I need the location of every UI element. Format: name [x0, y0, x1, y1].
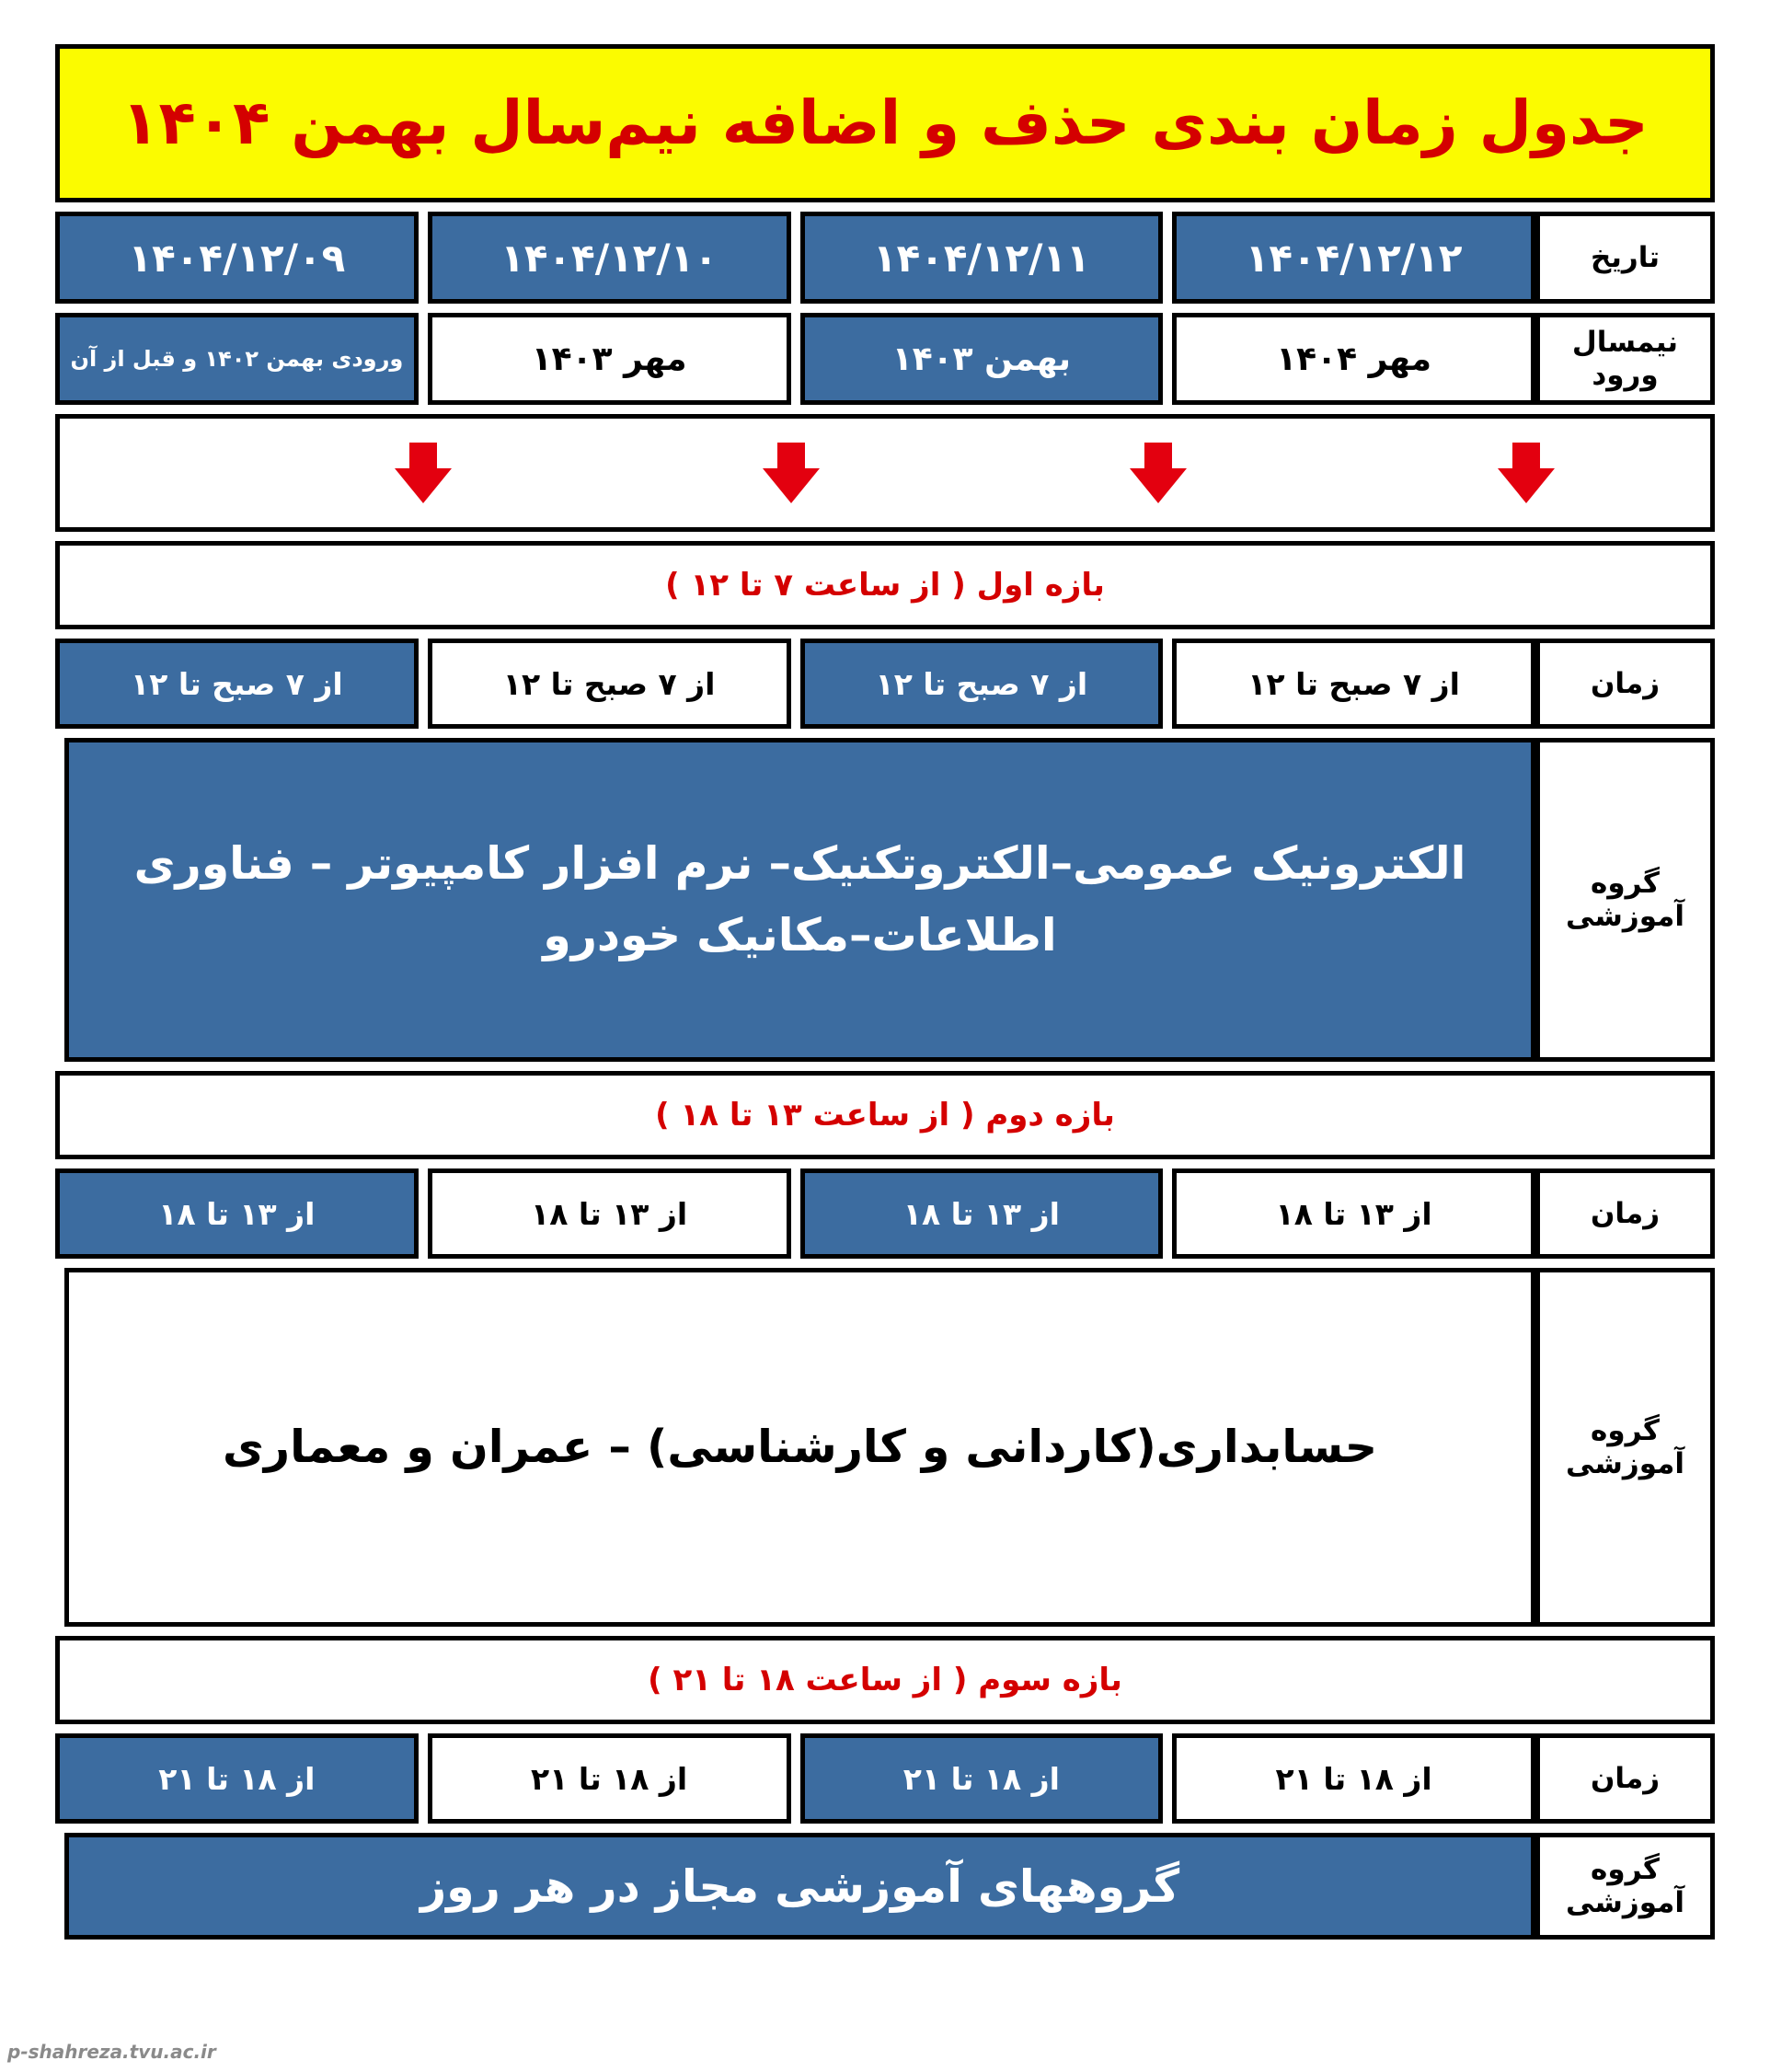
- row-label-date: تاریخ: [1535, 212, 1715, 304]
- arrow-slot-3: [607, 443, 975, 503]
- group-band3-text: گروههای آموزشی مجاز در هر روز: [64, 1833, 1535, 1940]
- row-entry-semester: [55, 313, 1715, 405]
- row-times-band3: [55, 1733, 1715, 1824]
- entry-semester-cell-3: مهر ۱۴۰۳: [428, 313, 791, 405]
- time-band2-cell-4: از ۱۳ تا ۱۸: [55, 1168, 419, 1259]
- date-cell-3: ۱۴۰۴/۱۲/۱۰: [428, 212, 791, 304]
- row-label-time-3: زمان: [1535, 1733, 1715, 1824]
- time-band3-cell-1: از ۱۸ تا ۲۱: [1172, 1733, 1535, 1824]
- group-band1-text: الکترونیک عمومی–الکتروتکنیک– نرم افزار کامپیوتر – فناوری اطلاعات–مکانیک خودرو: [64, 738, 1535, 1062]
- page-title: جدول زمان بندی حذف و اضافه نیم‌سال بهمن ۱۴۰۴: [121, 87, 1649, 159]
- time-band1-cell-1: از ۷ صبح تا ۱۲: [1172, 639, 1535, 729]
- band-title-3: [55, 1636, 1715, 1724]
- entry-semester-cell-2: بهمن ۱۴۰۳: [800, 313, 1164, 405]
- time-band3-cell-4: از ۱۸ تا ۲۱: [55, 1733, 419, 1824]
- date-cell-2: ۱۴۰۴/۱۲/۱۱: [800, 212, 1164, 304]
- row-label-group-3: گروه آموزشی: [1535, 1833, 1715, 1940]
- row-label-group-1: گروه آموزشی: [1535, 738, 1715, 1062]
- band-title-2: [55, 1071, 1715, 1159]
- down-arrow-icon: [763, 443, 820, 503]
- band-title-1: [55, 541, 1715, 629]
- entry-semester-cell-1: مهر ۱۴۰۴: [1172, 313, 1535, 405]
- row-times-band1: [55, 639, 1715, 729]
- site-watermark: p-shahreza.tvu.ac.ir: [7, 2041, 216, 2063]
- row-label-time-2: زمان: [1535, 1168, 1715, 1259]
- row-label-entry-semester: نیمسال ورود: [1535, 313, 1715, 405]
- group-band2-text: حسابداری(کاردانی و کارشناسی) – عمران و معماری: [64, 1268, 1535, 1627]
- page-title-bar: [55, 44, 1715, 202]
- arrow-slot-1: [1342, 443, 1710, 503]
- band-title-1-text: بازه اول ( از ساعت ۷ تا ۱۲ ): [665, 567, 1105, 604]
- row-arrows: [55, 414, 1715, 532]
- down-arrow-icon: [1130, 443, 1187, 503]
- row-group-band3: [55, 1833, 1715, 1940]
- time-band2-cell-2: از ۱۳ تا ۱۸: [800, 1168, 1164, 1259]
- row-times-band2: [55, 1168, 1715, 1259]
- row-group-band1: [55, 738, 1715, 1062]
- row-dates: [55, 212, 1715, 304]
- row-label-group-2: گروه آموزشی: [1535, 1268, 1715, 1627]
- down-arrow-icon: [1498, 443, 1555, 503]
- time-band3-cell-3: از ۱۸ تا ۲۱: [428, 1733, 791, 1824]
- arrow-slot-2: [975, 443, 1343, 503]
- row-group-band2: [55, 1268, 1715, 1627]
- date-cell-1: ۱۴۰۴/۱۲/۱۲: [1172, 212, 1535, 304]
- time-band1-cell-4: از ۷ صبح تا ۱۲: [55, 639, 419, 729]
- band-title-2-text: بازه دوم ( از ساعت ۱۳ تا ۱۸ ): [655, 1097, 1115, 1134]
- arrow-slot-4: [239, 443, 607, 503]
- date-cell-4: ۱۴۰۴/۱۲/۰۹: [55, 212, 419, 304]
- time-band2-cell-1: از ۱۳ تا ۱۸: [1172, 1168, 1535, 1259]
- down-arrow-icon: [395, 443, 452, 503]
- time-band3-cell-2: از ۱۸ تا ۲۱: [800, 1733, 1164, 1824]
- time-band1-cell-2: از ۷ صبح تا ۱۲: [800, 639, 1164, 729]
- row-label-time-1: زمان: [1535, 639, 1715, 729]
- entry-semester-cell-4: ورودی بهمن ۱۴۰۲ و قبل از آن: [55, 313, 419, 405]
- schedule-table: [55, 212, 1715, 1940]
- time-band2-cell-3: از ۱۳ تا ۱۸: [428, 1168, 791, 1259]
- time-band1-cell-3: از ۷ صبح تا ۱۲: [428, 639, 791, 729]
- band-title-3-text: بازه سوم ( از ساعت ۱۸ تا ۲۱ ): [648, 1662, 1122, 1698]
